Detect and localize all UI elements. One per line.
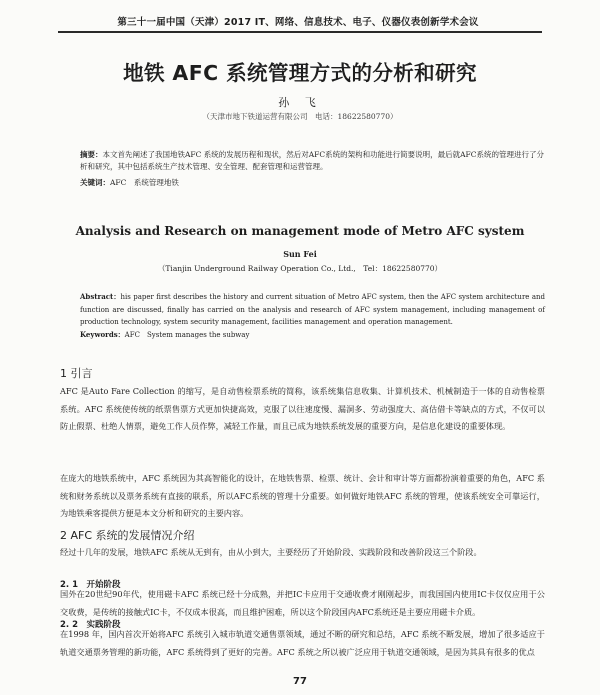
subsection-2-1-heading: 2. 1 开始阶段 <box>60 580 121 590</box>
section-1-heading: 1 引言 <box>60 367 93 380</box>
keywords-en-text: AFC System manages the subway <box>124 331 250 339</box>
author-en: Sun Fei <box>283 249 317 259</box>
header-rule <box>58 31 542 33</box>
section-2-intro: 经过十几年的发展，地铁AFC 系统从无到有，由从小到大，主要经历了开始阶段、实践阶段和改善阶段这三个阶段。 <box>60 547 482 557</box>
author-cn: 孙 飞 <box>278 96 322 109</box>
section-2-heading: 2 AFC 系统的发展情况介绍 <box>60 529 195 542</box>
abstract-en-label: Abstract： <box>80 292 121 301</box>
section-1-paragraph-2: 在庞大的地铁系统中，AFC 系统因为其高智能化的设计，在地铁售票、检票、统计、会计和审计等方面都扮演着重要的角色，AFC 系统和财务系统以及票务系统有直接的联系，所以AFC系统的管理十分重要。如何做好地铁AFC 系统的管理，使该系统安全可靠运行，为地铁乘客提供方便是本文分析和研究的主要内容。 <box>60 473 545 518</box>
keywords-cn-text: AFC 系统管理地铁 <box>110 178 179 187</box>
page-number: 77 <box>293 676 307 687</box>
abstract-cn <box>80 149 545 173</box>
abstract-cn-label: 摘要： <box>80 150 103 159</box>
abstract-en <box>80 291 545 329</box>
title-en: Analysis and Research on management mode of Metro AFC system <box>75 224 525 238</box>
abstract-en-text: his paper first describes the history and current situation of Metro AFC system, then the AFC system architecture and function are discussed, finally has carried on the analysis and research of AFC system management, including management of production technology, system security management, facilities management and operation management. <box>80 293 545 326</box>
keywords-cn <box>80 177 545 188</box>
keywords-en-label: Keywords： <box>80 330 125 339</box>
affiliation-cn: （天津市地下铁道运营有限公司 电话：18622580770） <box>202 112 398 121</box>
running-header: 第三十一届中国（天津）2017 IT、网络、信息技术、电子、仪器仪表创新学术会议 <box>117 17 479 28</box>
affiliation-en: （Tianjin Underground Railway Operation Co., Ltd., Tel：18622580770） <box>157 264 443 273</box>
title-cn: 地铁 AFC 系统管理方式的分析和研究 <box>123 61 477 85</box>
subsection-2-2-text: 在1998 年，国内首次开始将AFC 系统引入城市轨道交通售票领域，通过不断的研究和总结，AFC 系统不断发展，增加了很多适应于轨道交通票务管理的新功能，AFC 系统得到了更好的完善。AFC 系统之所以被广泛应用于轨道交通领域，是因为其具有很多的优点 <box>60 629 545 657</box>
keywords-en <box>80 330 545 340</box>
abstract-cn-text: 本文首先阐述了我国地铁AFC 系统的发展历程和现状，然后对AFC系统的架构和功能进行简要说明，最后就AFC系统的管理进行了分析和研究，其中包括系统生产技术管理、安全管理、配套管理和运营管理。 <box>80 150 544 171</box>
subsection-2-2-heading: 2. 2 实践阶段 <box>60 620 121 630</box>
keywords-cn-label: 关键词： <box>80 178 110 187</box>
subsection-2-1-text: 国外在20世纪90年代，使用磁卡AFC 系统已经十分成熟，并把IC卡应用于交通收费才刚刚起步，而我国国内使用IC卡仅仅应用于公交收费，是传统的接触式IC卡，不仅成本很高，而且维护困难，所以这个阶段国内AFC系统还是主要应用磁卡介质。 <box>60 589 545 617</box>
section-1-paragraph-1: AFC 是Auto Fare Collection 的缩写，是自动售检票系统的简称，该系统集信息收集、计算机技术、机械制造于一体的自动售检票系统。AFC 系统使传统的纸票售票方式更加快捷高效，克服了以往速度慢、漏洞多、劳动强度大、高估借卡等缺点的方式，不仅可以防止假票、杜绝人情票，避免工作人员作弊，减轻工作量，而且已成为地铁系统发展的重要方向，是信息化建设的重要体现。 <box>60 386 545 431</box>
